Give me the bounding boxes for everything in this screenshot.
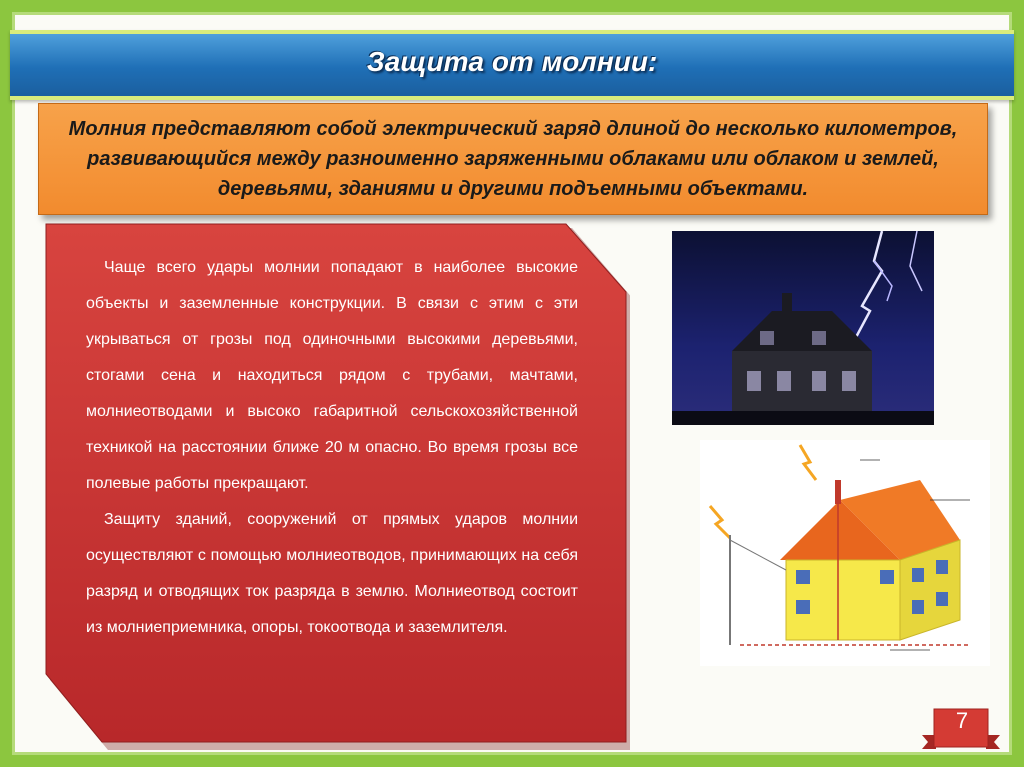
page-number: 7 bbox=[955, 708, 969, 733]
definition-box bbox=[38, 103, 988, 215]
house-lightning-photo bbox=[672, 231, 934, 425]
lightning-protection-diagram bbox=[700, 440, 990, 666]
body-text bbox=[86, 250, 578, 646]
paragraph-1: Чаще всего удары молнии попадают в наиболее высокие объекты и заземленные конструкции. В связи с этим с эти укрываться от грозы под одиночными высокими деревьями, стогами сена и находиться рядом с трубами, мачтами, молниеотводами и высоко габаритной сельскохозяйственной техникой на расстоянии ближе 20 м опасно. Во время грозы все полевые работы прекращают. bbox=[86, 259, 578, 492]
paragraph-2: Защиту зданий, сооружений от прямых ударов молнии осуществляют с помощью молниеотводов, принимающих на себя разряд и отводящих ток разряда в землю. Молниеотвод состоит из молниеприемника, опоры, токоотвода и заземлителя. bbox=[86, 511, 578, 636]
slide-title: Защита от молнии: bbox=[366, 46, 658, 77]
definition-text: Молния представляют собой электрический заряд длиной до несколько километров, развивающийся между разноименно заряженными облаками или облаком и землей, деревьями, зданиями и другими подъемными объектами. bbox=[68, 118, 958, 200]
title-bar bbox=[10, 30, 1014, 100]
